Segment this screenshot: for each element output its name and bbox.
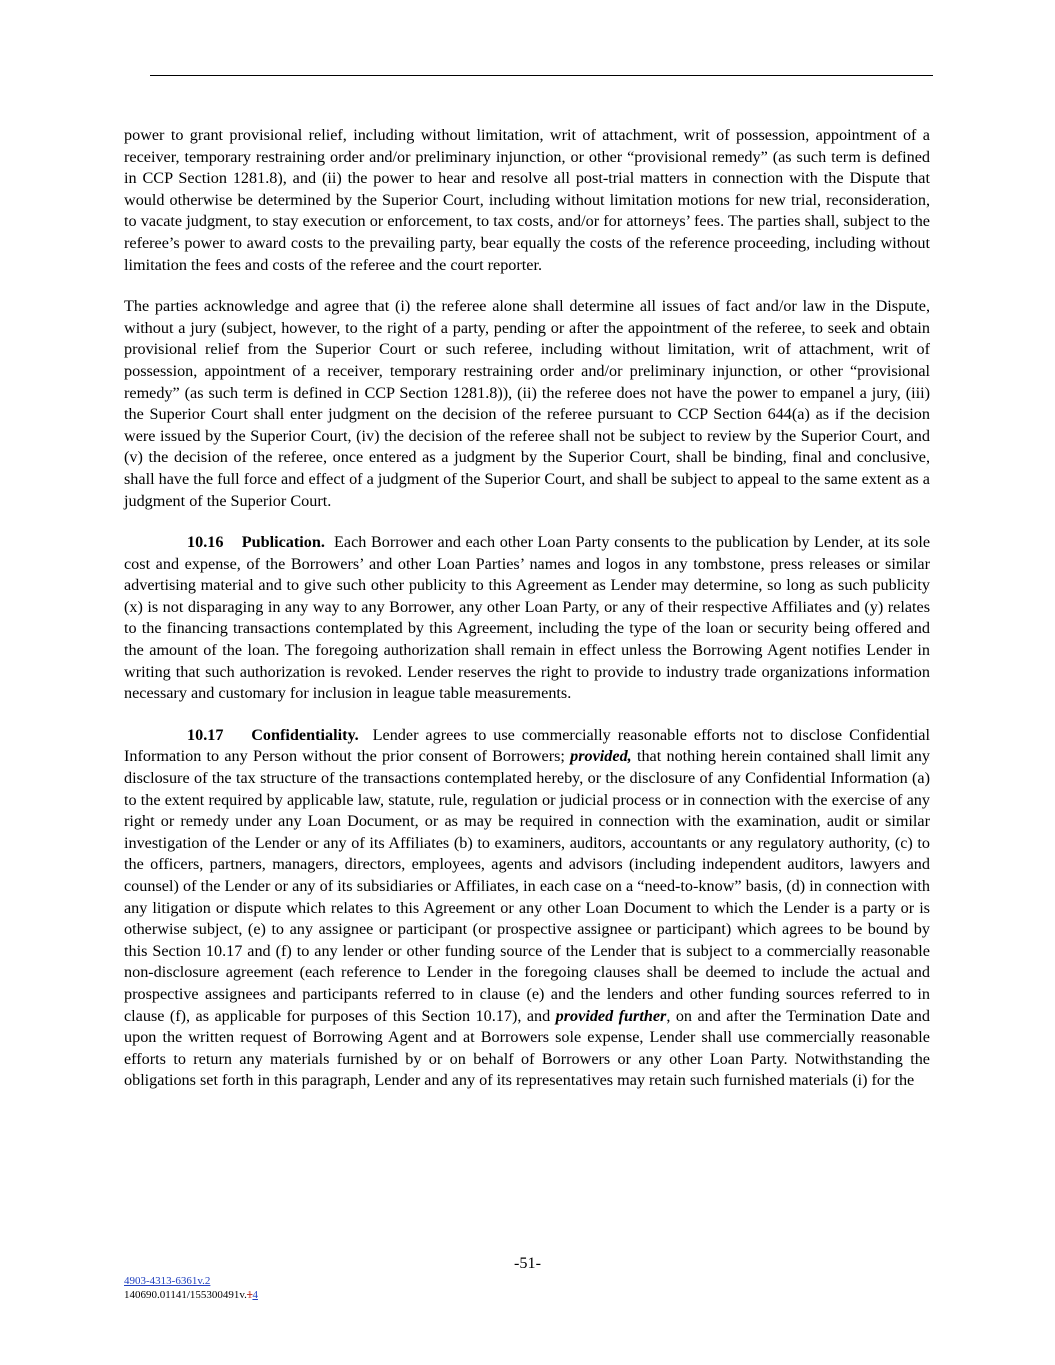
page-number: -51-	[514, 1254, 541, 1272]
section-10-16-text: Each Borrower and each other Loan Party consents to the publication by Lender, at its sole cost and expense, of the Borrowers’ and other Loan Parties’ names and logos in any tombstone, press releases or similar advertising material and to give such other publicity to this Agreement as Lender may determine, so long as such publicity (x) is not disparaging in any way to any Borrower, any other Loan Party, or any of their respective Affiliates and (y) relates to the financing transactions contemplated by this Agreement, including the type of the loan or security being offered and the amount of the loan. The foregoing authorization shall remain in effect unless the Borrowing Agent notifies Lender in writing that such authorization is revoked. Lender reserves the right to provide to industry trade organizations information necessary and customary for inclusion in league table measurements.	[124, 533, 931, 703]
paragraph-referee-acknowledgment: The parties acknowledge and agree that (i) the referee alone shall determine all issues of fact and/or law in the Dispute, without a jury (subject, however, to the right of a party, pending or after the appointment of the referee, to seek and obtain provisional relief from the Superior Court or such referee, including without limitation, writ of attachment, writ of possession, appointment of a receiver, temporary restraining order and/or preliminary injunction, or other “provisional remedy” (as such term is defined in CCP Section 1281.8)), (ii) the referee does not have the power to empanel a jury, (iii) the Superior Court shall enter judgment on the decision of the referee pursuant to CCP Section 644(a) as if the decision were issued by the Superior Court, (iv) the decision of the referee shall not be subject to review by the Superior Court, and (v) the decision of the referee, once entered as a judgment by the Superior Court, shall be binding, final and conclusive, shall have the full force and effect of a judgment of the Superior Court, and shall be subject to appeal to the same extent as a judgment of the Superior Court.	[124, 297, 930, 510]
footer-deleted-version: 1	[246, 1289, 253, 1301]
section-10-17-heading: 10.17 Confidentiality.	[187, 725, 359, 744]
section-10-16	[124, 532, 930, 705]
provided-further-term: provided further	[555, 1006, 667, 1025]
footer-doc-id-link[interactable]: 4903-4313-6361v.2	[124, 1275, 211, 1287]
section-10-17-text-b: that nothing herein contained shall limit any disclosure of the tax structure of the transactions contemplated hereby, or the disclosure of any Confidential Information (a) to the extent required by applicable law, statute, rule, regulation or judicial process or in connection with the exercise of any right or remedy under any Loan Document, or as may be required in connection with the examination, audit or similar investigation of the Lender or any of its Affiliates (b) to examiners, auditors, accountants or any regulatory authority, (c) to the officers, partners, managers, directors, employees, agents and advisors (including independent auditors, lawyers and counsel) of the Lender or any of its subsidiaries or Affiliates, in each case on a “need-to-know” basis, (d) in connection with any litigation or dispute which relates to this Agreement or any other Loan Document to which the Lender is a party or is otherwise subject, (e) to any assignee or participant (or prospective assignee or participant) which agrees to be bound by this Section 10.17 and (f) to any lender or other funding source of the Lender that is subject to a commercially reasonable non-disclosure agreement (each reference to Lender in the foregoing clauses shall be deemed to include the actual and prospective assignees and participants referred to in clause (e) and the lenders and other funding sources referred to in clause (f), as applicable for purposes of this Section 10.17), and	[124, 747, 930, 1025]
provided-term: provided,	[570, 747, 632, 766]
section-10-16-heading: 10.16 Publication.	[187, 533, 325, 552]
header-rule	[150, 75, 933, 76]
section-10-17-text-a: Lender agrees to use commercially reasonable efforts not to disclose Confidential Information to any Person without the prior consent of Borrowers;	[124, 725, 930, 766]
section-10-17-text-c: , on and after the Termination Date and upon the written request of Borrowing Agent and at Borrowers sole expense, Lender shall use commercially reasonable efforts to return any materials furnished by or on behalf of Borrowers or any other Loan Party. Notwithstanding the obligations set forth in this paragraph, Lender and any of its representatives may retain such furnished materials (i) for the	[124, 1006, 930, 1090]
footer-inserted-version: 4	[252, 1289, 258, 1301]
document-footer	[124, 1274, 258, 1302]
section-10-17	[124, 725, 930, 1092]
document-body	[124, 125, 930, 1112]
footer-reference: 140690.01141/155300491v.14	[124, 1289, 258, 1301]
paragraph-provisional-relief: power to grant provisional relief, including without limitation, writ of attachment, writ of possession, appointment of a receiver, temporary restraining order and/or preliminary injunction, or other “provisional remedy” (as such term is defined in CCP Section 1281.8), and (ii) the power to hear and resolve all post-trial matters in connection with the Dispute that would otherwise be determined by the Superior Court, including without limitation motions for new trial, reconsideration, to vacate judgment, to stay execution or enforcement, to tax costs, and/or for attorneys’ fees. The parties shall, subject to the referee’s power to award costs to the prevailing party, bear equally the costs of the reference proceeding, including without limitation the fees and costs of the referee and the court reporter.	[124, 126, 930, 274]
